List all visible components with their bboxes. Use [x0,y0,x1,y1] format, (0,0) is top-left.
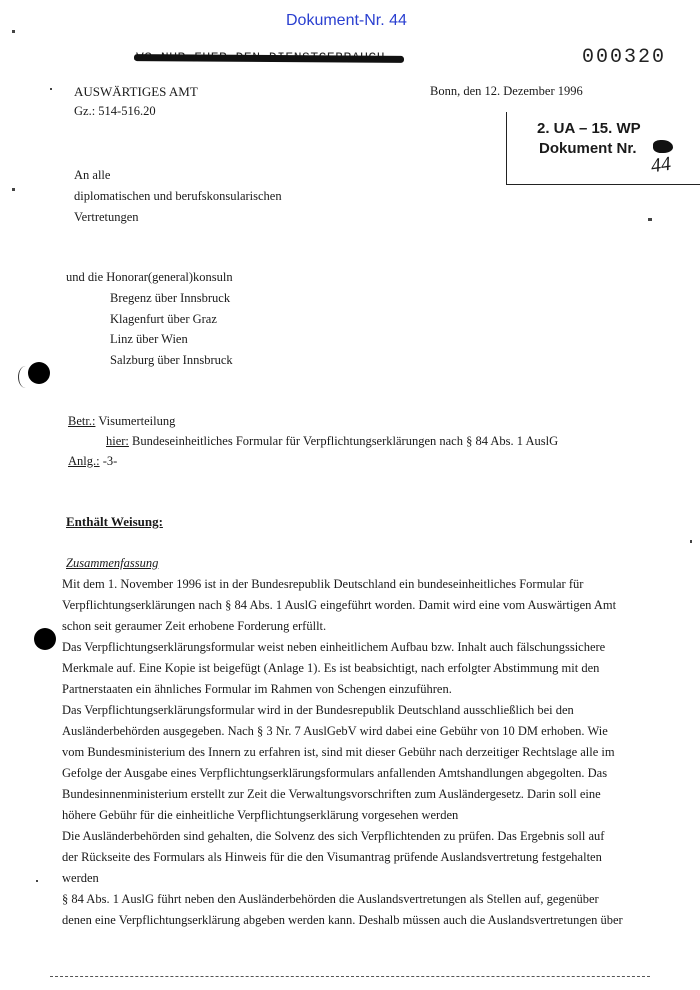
scan-speck [690,540,692,543]
addressee-line-1: An alle [74,168,111,182]
instruction-heading: Enthält Weisung: [66,514,163,529]
subject-betr-label: Betr.: [68,414,96,428]
serial-number: 000320 [582,46,667,69]
body-line: denen eine Verpflichtungserklärung abgeben werden kann. Deshalb müssen auch die Auslandsvertretungen über [62,913,623,927]
committee-stamp [506,112,700,185]
subject-hier-text: Bundeseinheitliches Formular für Verpflichtungserklärungen nach § 84 Abs. 1 AuslG [128,434,559,448]
addressee-line-2: diplomatischen und berufskonsularischen [74,189,282,203]
body-line: Gefolge der Ausgabe eines Verpflichtungserklärungsformulars anfallenden Amtshandlungen abgegolten. Das [62,766,608,780]
bottom-dashed-rule [50,976,650,977]
body-line: Verpflichtungserklärungen nach § 84 Abs. 1 AuslG eingeführt worden. Damit wird eine vom Auswärtigen Amt [62,598,617,612]
subject-anlg [68,454,117,469]
honorary-consuls-intro: und die Honorar(general)konsuln [66,270,233,284]
subject-hier-label: hier: [106,434,129,448]
ink-blot [653,140,673,153]
body-line: Das Verpflichtungserklärungsformular wird in der Bundesrepublik Deutschland ausschließlich bei den [62,703,574,717]
subject-anlg-label: Anlg.: [68,454,100,468]
body-line: Ausländerbehörden ausgegeben. Nach § 3 Nr. 7 AuslGebV wird dabei eine Gebühr von 10 DM erhoben. Wie [62,724,608,738]
honorary-consul-item: Linz über Wien [110,332,188,346]
body-line: Merkmale auf. Eine Kopie ist beigefügt (Anlage 1). Es ist beabsichtigt, nach erfolgter Abstimmung mit den [62,661,600,675]
sender-reference: Gz.: 514-516.20 [74,104,156,118]
body-line: Die Ausländerbehörden sind gehalten, die Solvenz des sich Verpflichtenden zu prüfen. Das Ergebnis soll auf [62,829,605,843]
body-line: Mit dem 1. November 1996 ist in der Bundesrepublik Deutschland ein bundeseinheitliches Formular für [62,577,584,591]
body-line: Partnerstaaten ein ähnliches Formular im Rahmen von Schengen einzuführen. [62,682,452,696]
scan-speck [12,30,15,33]
body-line: Bundesinnenministerium erstellt zur Zeit die Verwaltungsvorschriften zum Ausländergesetz. Darin soll eine [62,787,601,801]
committee-stamp-line2: Dokument Nr. [539,140,637,157]
subject-betr [68,414,175,429]
scan-speck [12,188,15,191]
scan-speck [648,218,652,221]
summary-heading: Zusammenfassung [66,556,159,570]
scan-speck [36,880,38,882]
body-line: schon seit geraumer Zeit erhobene Forderung erfüllt. [62,619,327,633]
body-line: Das Verpflichtungserklärungsformular weist neben einheitlichem Aufbau bzw. Inhalt auch fälschungssichere [62,640,606,654]
document-number-stamp: Dokument-Nr. 44 [286,12,407,29]
subject-betr-text: Visumerteilung [95,414,176,428]
body-line: höhere Gebühr für die einheitliche Verpflichtungserklärung vorgesehen werden [62,808,459,822]
sender-office: AUSWÄRTIGES AMT [74,84,198,99]
punch-hole-bottom [34,628,56,650]
honorary-consul-item: Bregenz über Innsbruck [110,291,231,305]
honorary-consul-item: Klagenfurt über Graz [110,312,217,326]
handwritten-document-number: 44 [649,152,673,178]
honorary-consul-item: Salzburg über Innsbruck [110,353,233,367]
addressee-line-3: Vertretungen [74,210,139,224]
subject-anlg-text: -3- [99,454,118,468]
body-line: werden [62,871,99,885]
subject-hier [106,434,558,449]
body-line: der Rückseite des Formulars als Hinweis für die den Visumantrag prüfende Auslandsvertretung festgehalten [62,850,602,864]
punch-hole-arc [18,366,33,388]
body-line: § 84 Abs. 1 AuslG führt neben den Ausländerbehörden die Auslandsvertretungen als Stellen auf, gegenüber [62,892,599,906]
scan-speck [50,88,52,90]
body-line: vom Bundesministerium des Innern zu erfahren ist, sind mit dieser Gebühr nach derzeitiger Rechtslage alle im [62,745,615,759]
place-date: Bonn, den 12. Dezember 1996 [430,84,583,98]
committee-stamp-line1: 2. UA – 15. WP [537,120,641,137]
